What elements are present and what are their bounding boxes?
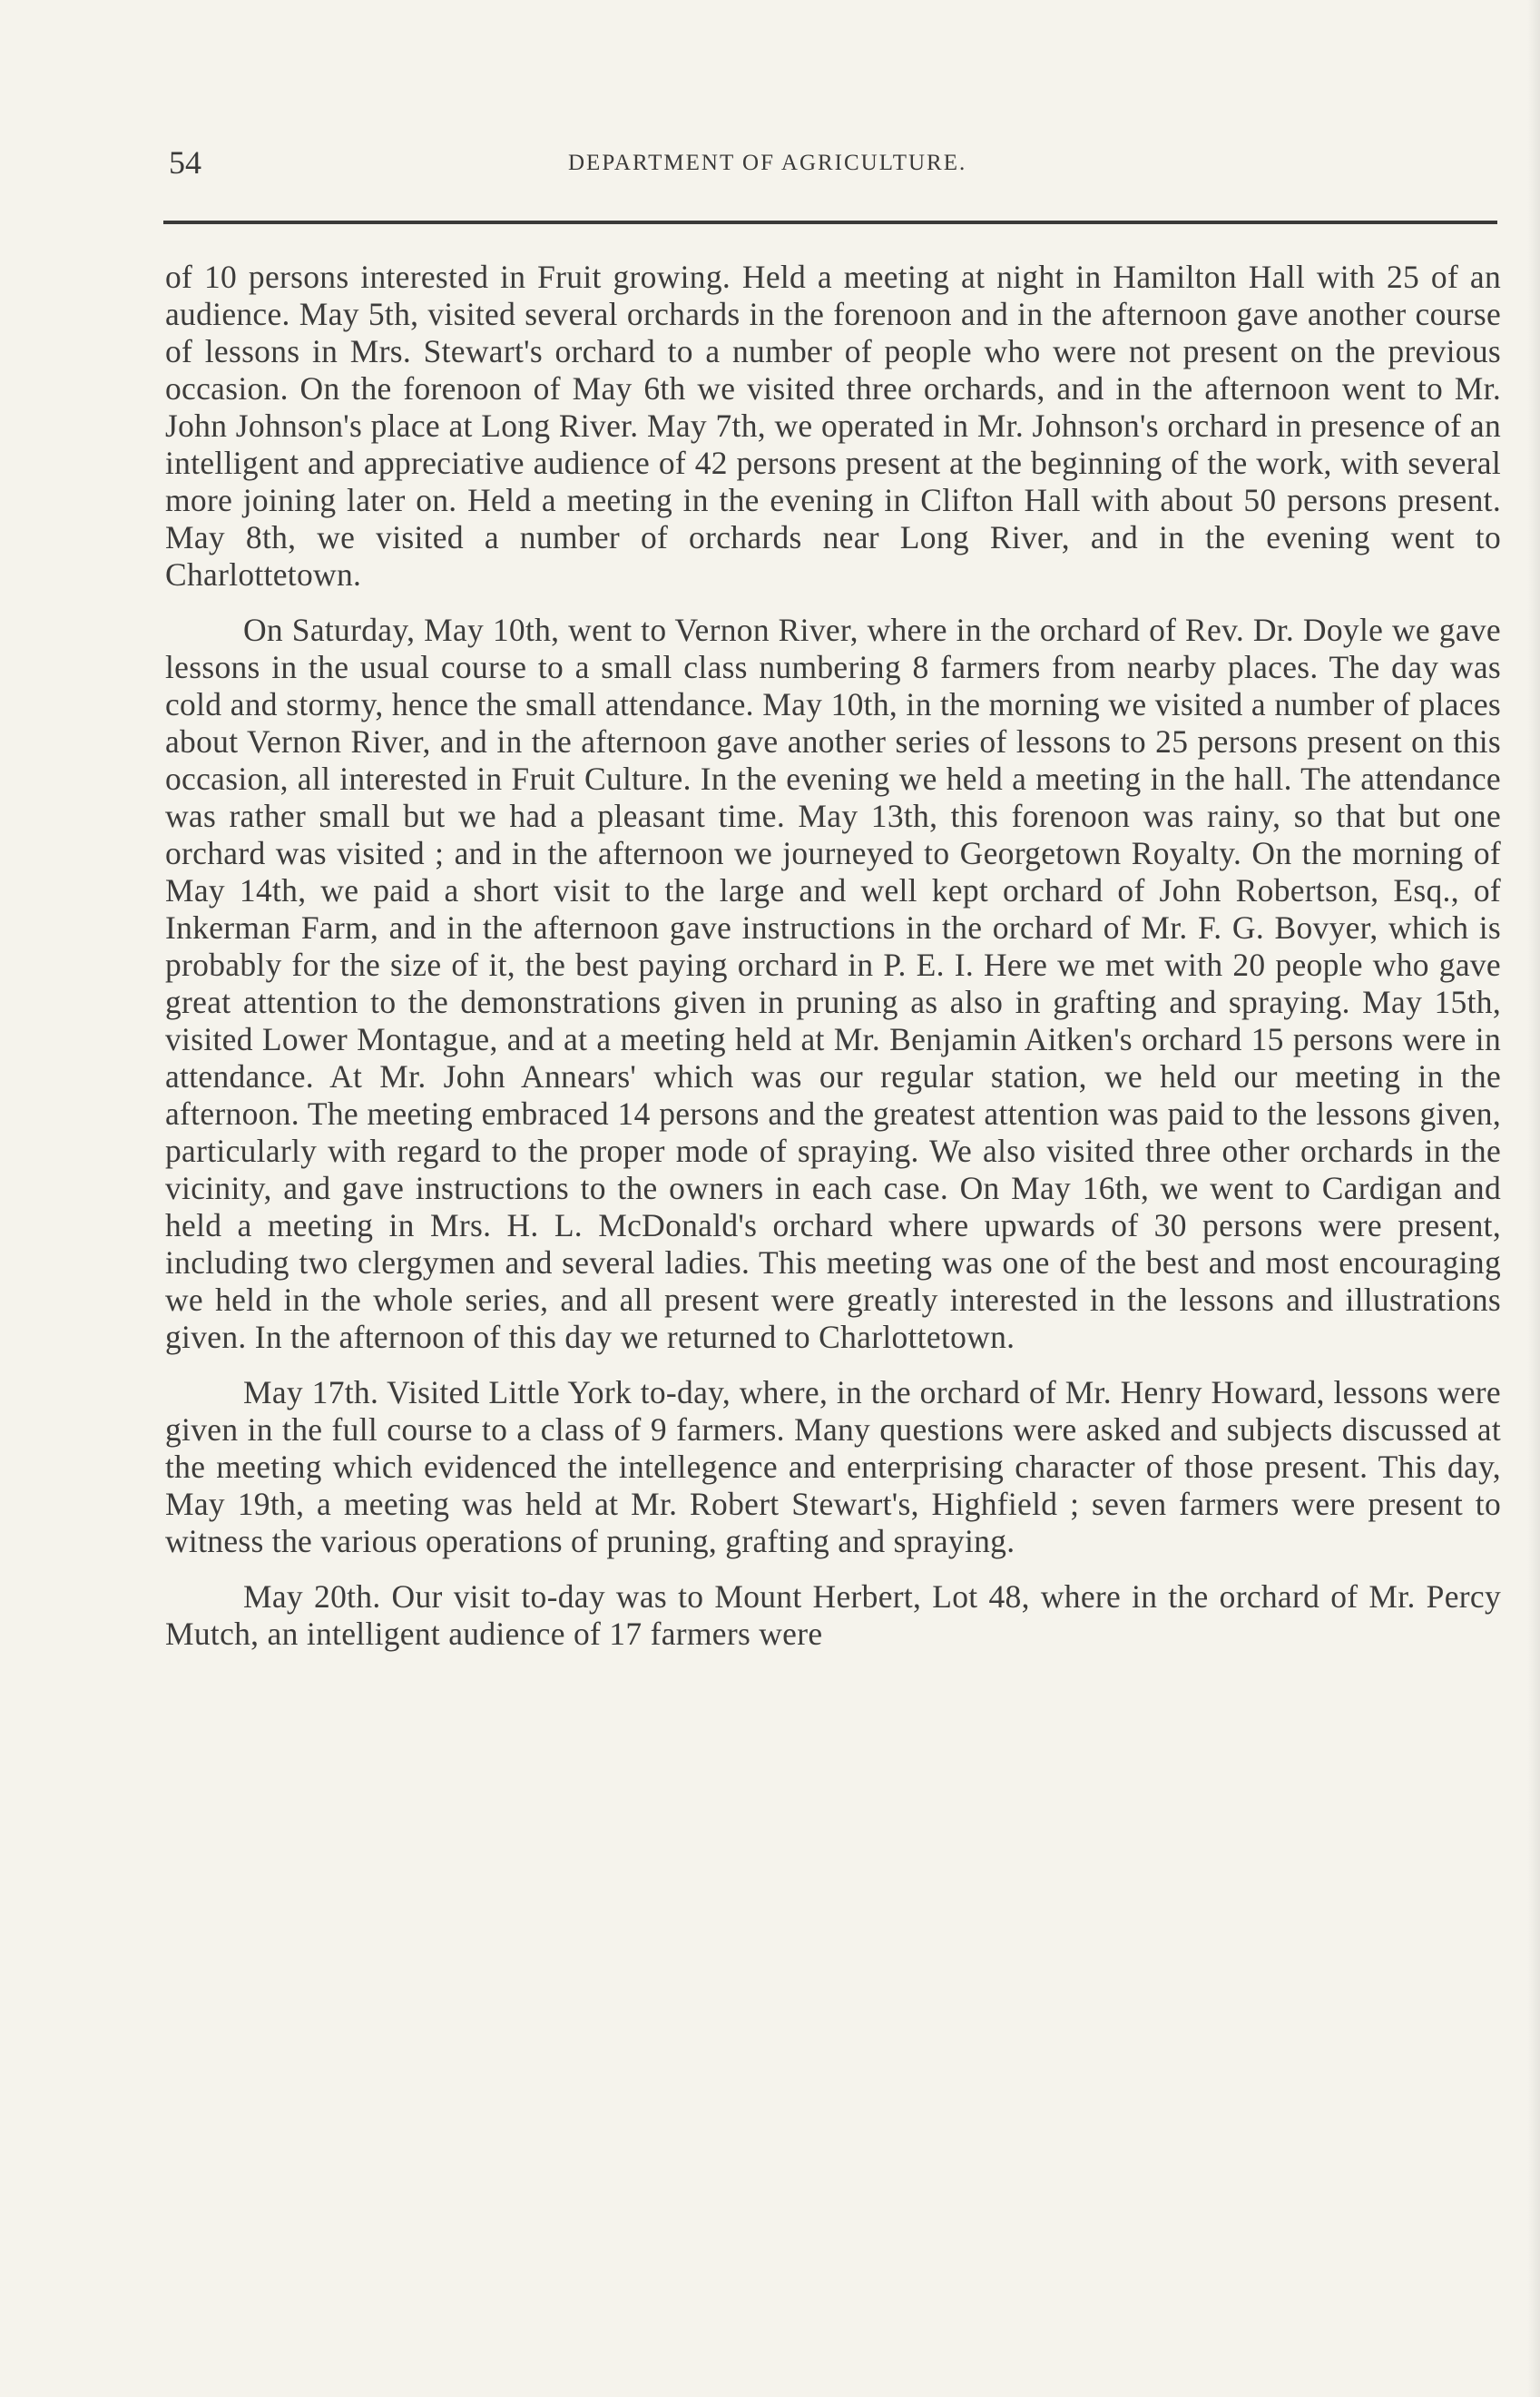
body-text <box>165 259 1501 2373</box>
paragraph-1: of 10 persons interested in Fruit growing. Held a meeting at night in Hamilton Hall with 25 of an audience. May 5th, visited several orchards in the forenoon and in the afternoon gave another course of lessons in Mrs. Stewart's orchard to a number of people who were not present on the previous occasion. On the forenoon of May 6th we visited three orchards, and in the afternoon went to Mr. John Johnson's place at Long River. May 7th, we operated in Mr. Johnson's orchard in presence of an intelligent and appreciative audience of 42 persons present at the beginning of the work, with several more joining later on. Held a meeting in the evening in Clifton Hall with about 50 persons present. May 8th, we visited a number of orchards near Long River, and in the evening went to Charlottetown. <box>165 259 1501 593</box>
paragraph-2: On Saturday, May 10th, went to Vernon River, where in the orchard of Rev. Dr. Doyle we gave lessons in the usual course to a small class numbering 8 farmers from nearby places. The day was cold and stormy, hence the small attendance. May 10th, in the morning we visited a number of places about Vernon River, and in the afternoon gave another series of lessons to 25 persons present on this occasion, all interested in Fruit Culture. In the evening we held a meeting in the hall. The attendance was rather small but we had a pleasant time. May 13th, this forenoon was rainy, so that but one orchard was visited ; and in the afternoon we journeyed to Georgetown Royalty. On the morning of May 14th, we paid a short visit to the large and well kept orchard of John Robertson, Esq., of Inkerman Farm, and in the afternoon gave instructions in the orchard of Mr. F. G. Bovyer, which is probably for the size of it, the best paying orchard in P. E. I. Here we met with 20 people who gave great attention to the demonstrations given in pruning as also in grafting and spraying. May 15th, visited Lower Montague, and at a meeting held at Mr. Benjamin Aitken's orchard 15 persons were in attendance. At Mr. John Annears' which was our regular station, we held our meeting in the afternoon. The meeting embraced 14 persons and the greatest attention was paid to the lessons given, particularly with regard to the proper mode of spraying. We also visited three other orchards in the vicinity, and gave instructions to the owners in each case. On May 16th, we went to Cardigan and held a meeting in Mrs. H. L. McDonald's orchard where upwards of 30 persons were present, including two clergymen and several ladies. This meeting was one of the best and most encouraging we held in the whole series, and all present were greatly interested in the lessons and illustrations given. In the afternoon of this day we returned to Charlottetown. <box>165 612 1501 1355</box>
page-header <box>169 143 1494 191</box>
page-number: 54 <box>169 144 201 181</box>
header-rule <box>163 221 1497 224</box>
page-edge-shadow <box>1527 0 1540 2397</box>
paragraph-3: May 17th. Visited Little York to-day, where, in the orchard of Mr. Henry Howard, lessons were given in the full course to a class of 9 farmers. Many questions were asked and subjects discussed at the meeting which evidenced the intellegence and enterprising character of those present. This day, May 19th, a meeting was held at Mr. Robert Stewart's, Highfield ; seven farmers were present to witness the various operations of pruning, grafting and spraying. <box>165 1374 1501 1559</box>
paragraph-4: May 20th. Our visit to-day was to Mount Herbert, Lot 48, where in the orchard of Mr. Percy Mutch, an intelligent audience of 17 farmers were <box>165 1578 1501 1652</box>
running-head: DEPARTMENT OF AGRICULTURE. <box>568 151 967 175</box>
